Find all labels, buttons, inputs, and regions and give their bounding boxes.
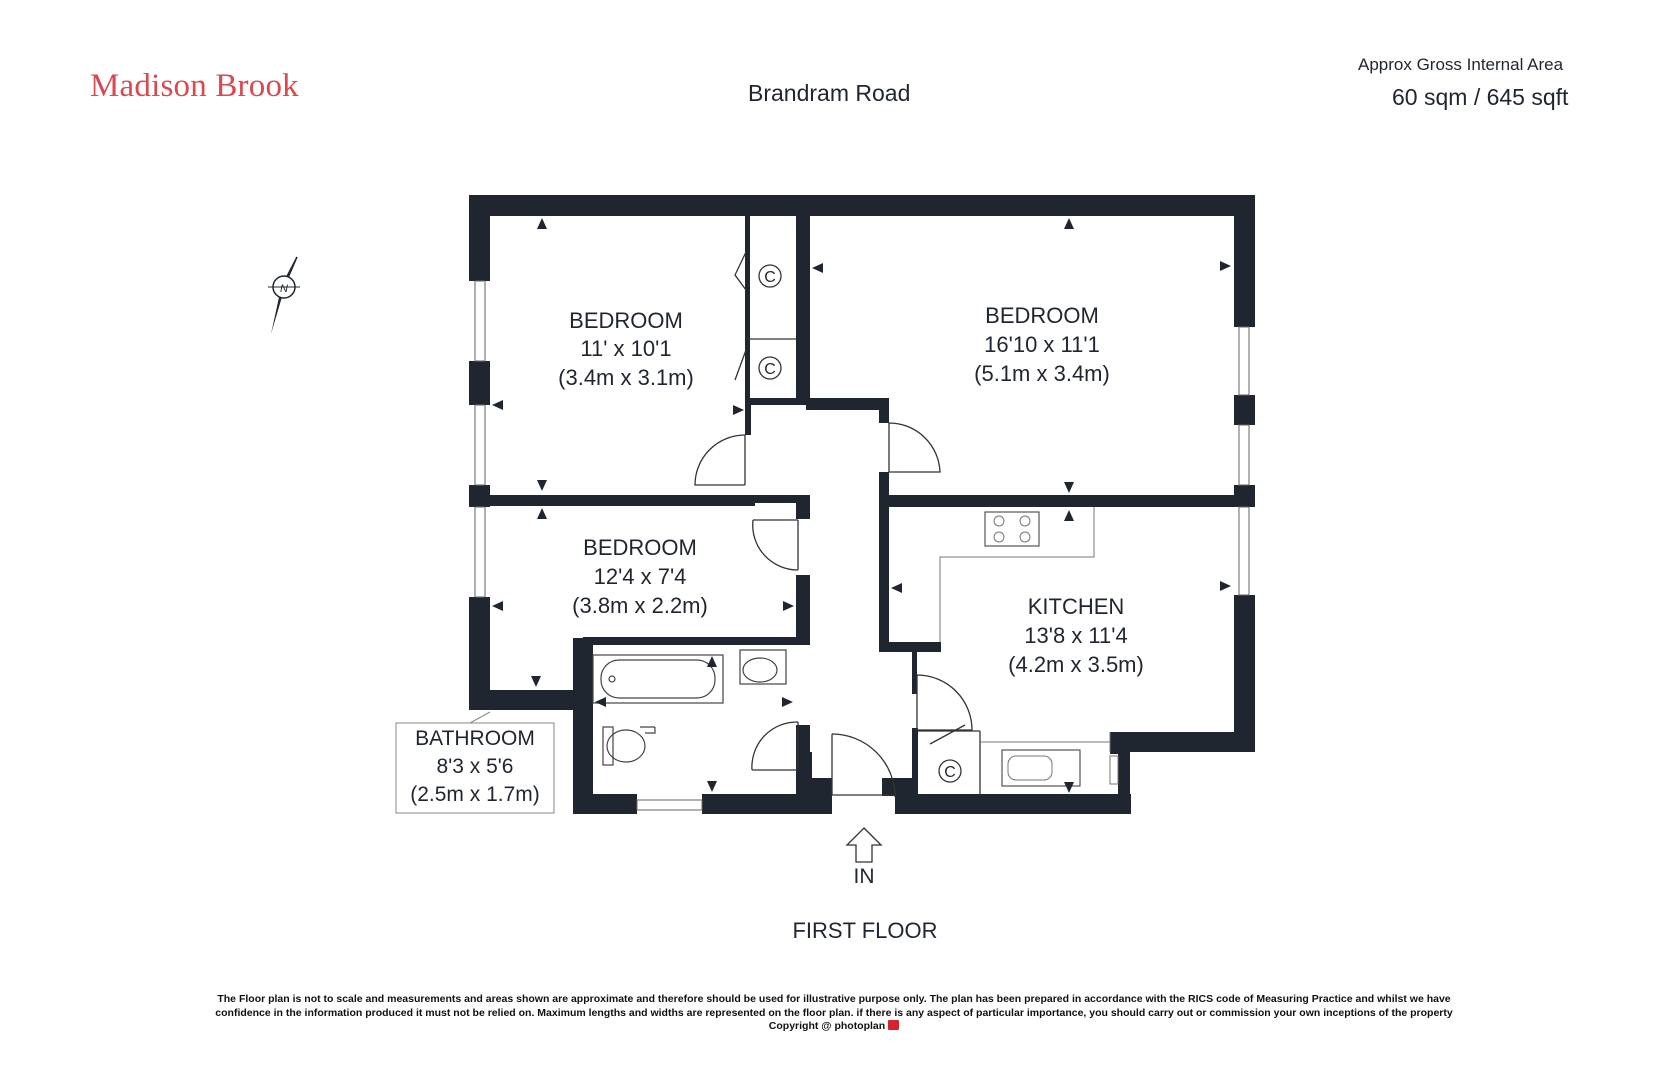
disclaimer-line-1: The Floor plan is not to scale and measurements and areas shown are approximate and therefore should be used for illustrative purpose only. The plan has been prepared in accordance with the RICS code of Measuring Practice and whilst we have	[217, 993, 1451, 1005]
room-size-metric: (2.5m x 1.7m)	[410, 783, 540, 806]
disclaimer	[120, 993, 1548, 1034]
disclaimer-line-2: confidence in the information produced it must not be relied on. Maximum lengths and widths are represented on the floor plan. if there is any aspect of particular importance, you should carry out or commission your own inceptions of the property	[215, 1006, 1453, 1019]
walls	[469, 195, 1255, 814]
room-label-bathroom	[396, 712, 554, 813]
compass-icon	[268, 257, 300, 334]
room-name: BEDROOM	[985, 303, 1099, 328]
bathroom-fixtures	[593, 650, 786, 765]
room-size-imperial: 12'4 x 7'4	[593, 564, 687, 589]
entrance-label: IN	[853, 865, 875, 888]
room-size-metric: (4.2m x 3.5m)	[1008, 652, 1144, 677]
copyright-text: Copyright @ photoplan	[768, 1020, 886, 1032]
room-label-bedroom-1	[558, 308, 694, 390]
copyright-line	[120, 1020, 1548, 1034]
doors	[695, 252, 972, 797]
room-name: BEDROOM	[569, 308, 683, 333]
room-size-metric: (3.8m x 2.2m)	[572, 593, 708, 618]
cupboard-label-1: C	[764, 269, 776, 286]
floor-label: FIRST FLOOR	[792, 918, 938, 943]
cupboard-label-2: C	[764, 361, 776, 378]
property-title: Brandram Road	[748, 80, 911, 106]
room-label-bedroom-2	[974, 303, 1110, 386]
room-size-imperial: 11' x 10'1	[580, 336, 672, 361]
room-size-imperial: 13'8 x 11'4	[1024, 623, 1128, 648]
entrance-arrow-icon	[847, 828, 881, 862]
room-name: KITCHEN	[1027, 594, 1125, 619]
room-size-imperial: 8'3 x 5'6	[436, 755, 514, 778]
room-size-metric: (3.4m x 3.1m)	[558, 365, 694, 390]
room-label-kitchen	[1008, 594, 1144, 677]
brand-logo: Madison Brook	[90, 68, 299, 104]
room-label-bedroom-3	[572, 535, 708, 618]
entrance-marker	[847, 828, 881, 888]
room-name: BEDROOM	[583, 535, 697, 560]
cupboards	[759, 265, 961, 782]
room-name: BATHROOM	[415, 727, 535, 750]
room-size-metric: (5.1m x 3.4m)	[974, 361, 1110, 386]
area-value: 60 sqm / 645 sqft	[1392, 84, 1569, 110]
photoplan-logo-icon	[888, 1020, 899, 1030]
compass-north-label: N	[280, 283, 288, 295]
cupboard-label-3: C	[944, 764, 956, 781]
room-size-imperial: 16'10 x 11'1	[984, 332, 1100, 357]
area-label: Approx Gross Internal Area	[1358, 55, 1564, 74]
